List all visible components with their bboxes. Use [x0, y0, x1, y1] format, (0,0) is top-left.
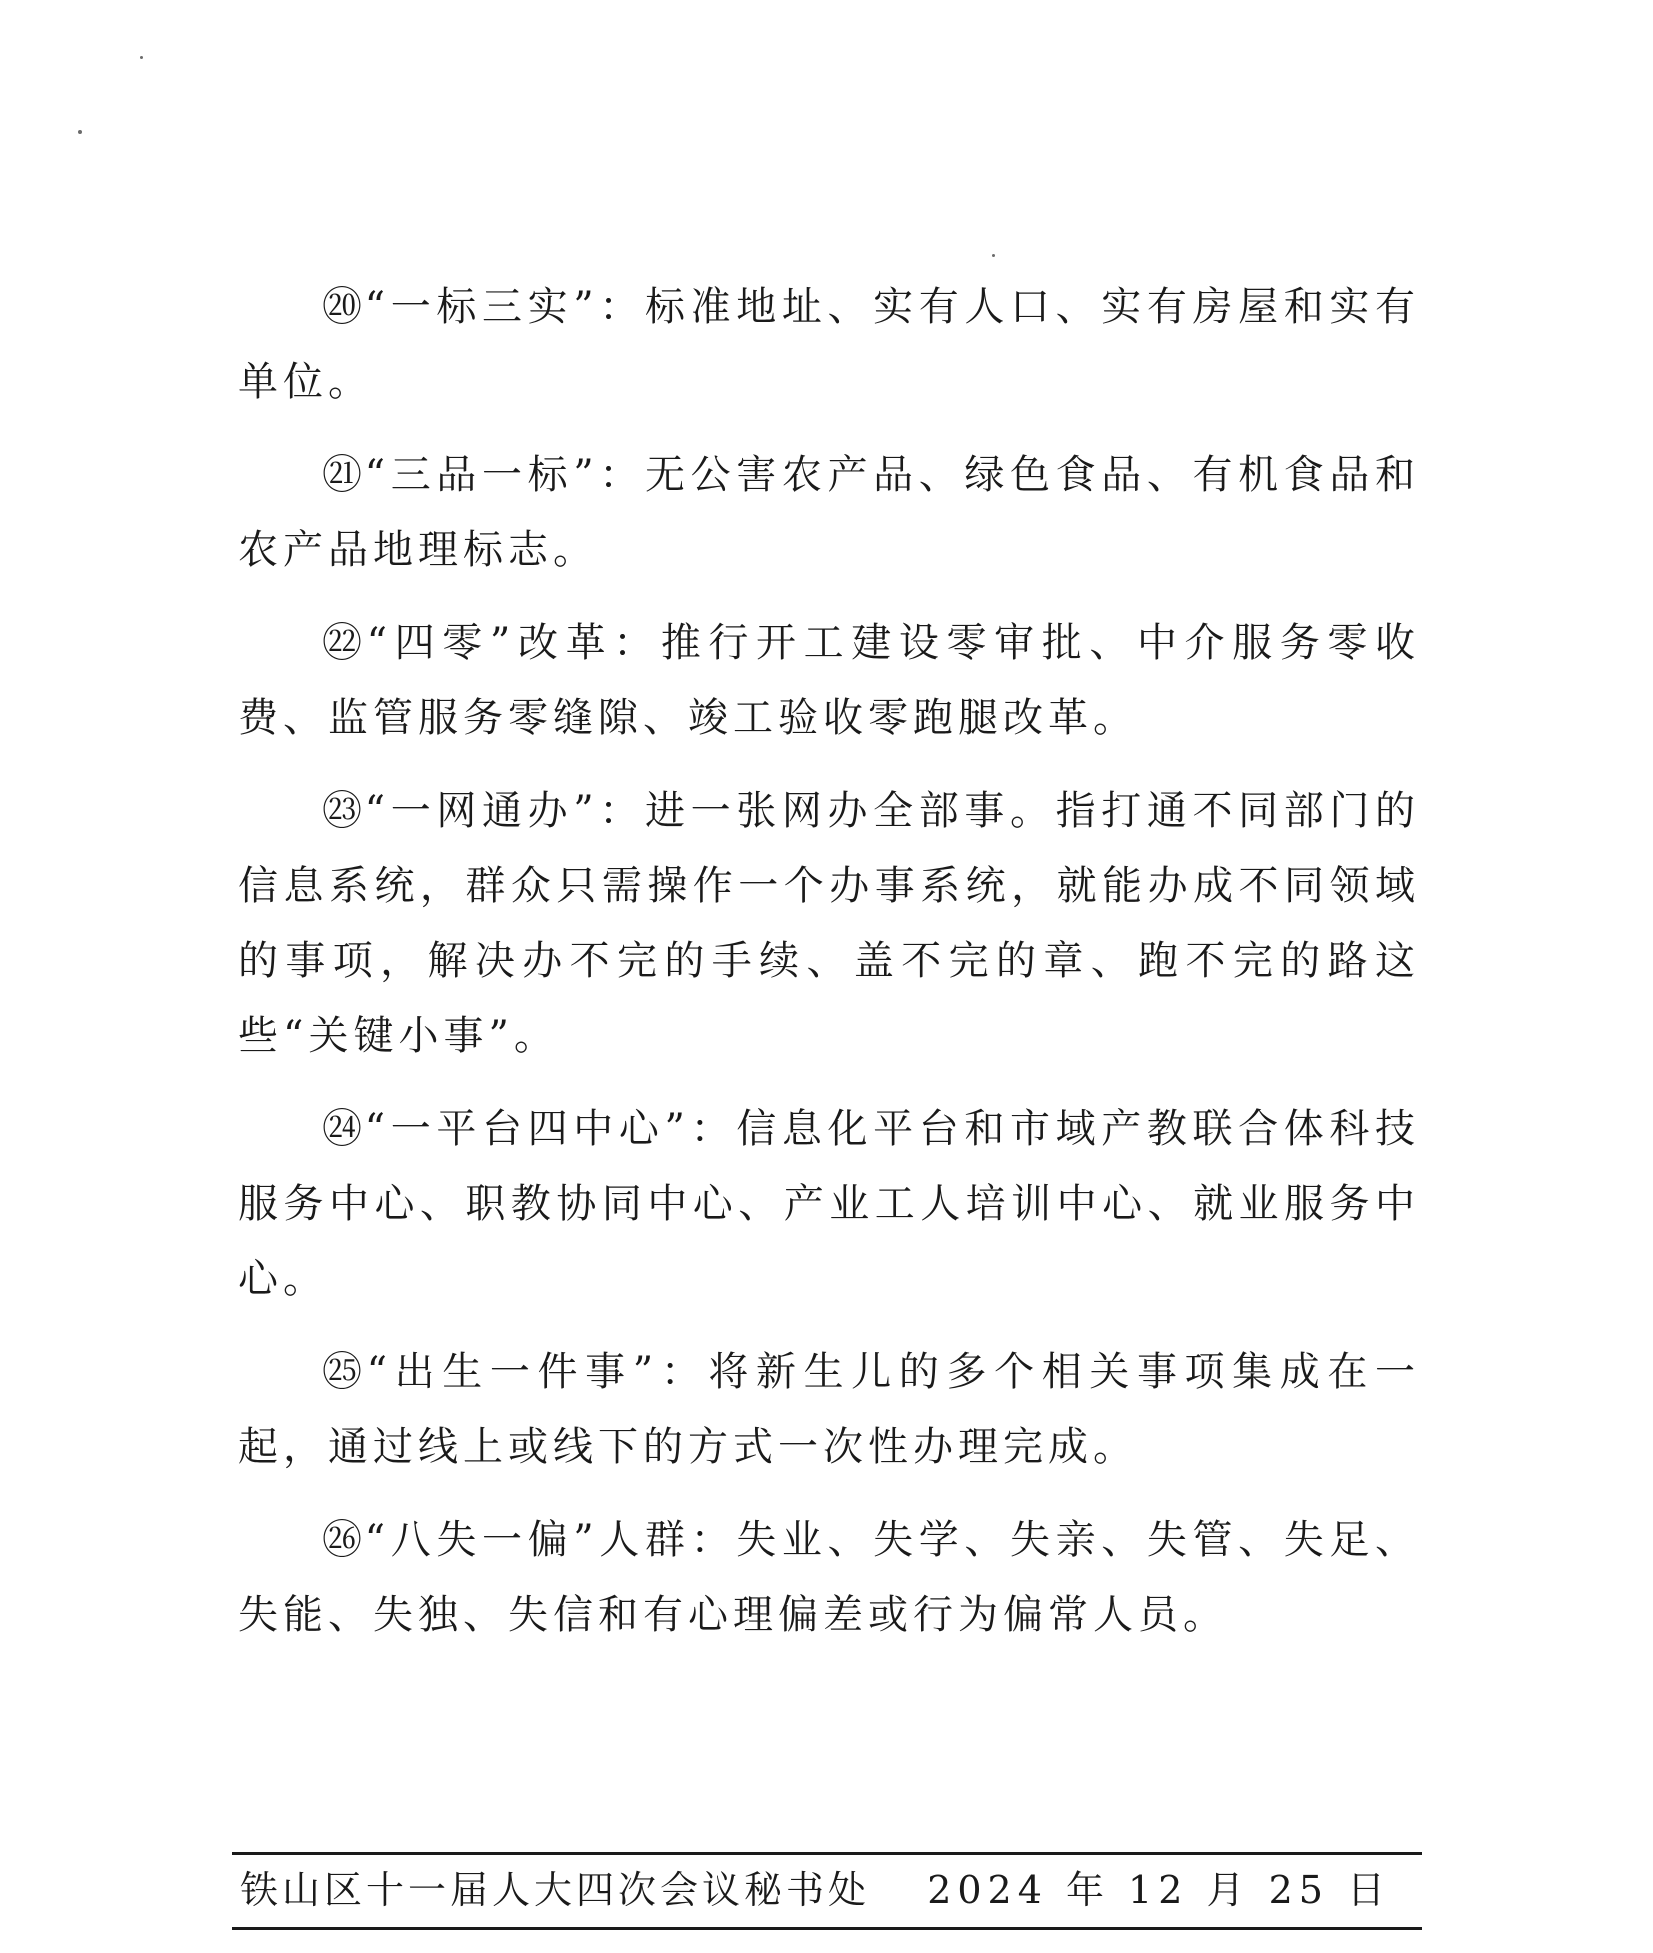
footer-issuer: 铁山区十一届人大四次会议秘书处 [240, 1868, 871, 1912]
item-text: “一网通办”：进一张网办全部事。指打通不同部门的信息系统，群众只需操作一个办事系统，就能办成不同领域的事项，解决办不完的手续、盖不完的章、跑不完的路这些“关键小事”。 [238, 788, 1421, 1059]
item-text: “出生一件事”：将新生儿的多个相关事项集成在一起，通过线上或线下的方式一次性办理完成。 [238, 1349, 1421, 1470]
item-number: ㉓ [322, 788, 365, 834]
glossary-item-22 [238, 606, 1420, 756]
item-text: “一标三实”：标准地址、实有人口、实有房屋和实有单位。 [238, 284, 1421, 405]
scan-speck [78, 130, 82, 134]
glossary-item-21 [238, 438, 1420, 588]
footer-date: 2024 年 12 月 25 日 [927, 1868, 1391, 1912]
glossary-item-20 [238, 270, 1420, 420]
glossary-item-24 [238, 1092, 1420, 1317]
item-text: “四零”改革：推行开工建设零审批、中介服务零收费、监管服务零缝隙、竣工验收零跑腿改革。 [238, 620, 1421, 741]
item-number: ㉕ [322, 1349, 367, 1395]
item-number: ㉒ [322, 620, 367, 666]
item-number: ㉔ [322, 1106, 365, 1152]
item-number: ㉑ [322, 452, 365, 498]
footer-top-rule [232, 1852, 1422, 1855]
glossary-item-26 [238, 1503, 1420, 1653]
item-number: ⑳ [322, 284, 365, 330]
glossary-item-25 [238, 1335, 1420, 1485]
footer-bottom-rule [232, 1927, 1422, 1930]
glossary-notes [238, 270, 1420, 1671]
item-number: ㉖ [322, 1517, 365, 1563]
item-text: “八失一偏”人群：失业、失学、失亲、失管、失足、失能、失独、失信和有心理偏差或行为偏常人员。 [238, 1517, 1421, 1638]
scan-speck [992, 254, 995, 257]
item-text: “一平台四中心”：信息化平台和市域产教联合体科技服务中心、职教协同中心、产业工人培训中心、就业服务中心。 [238, 1106, 1421, 1302]
glossary-item-23 [238, 774, 1420, 1074]
scan-speck [140, 56, 143, 59]
item-text: “三品一标”：无公害农产品、绿色食品、有机食品和农产品地理标志。 [238, 452, 1421, 573]
